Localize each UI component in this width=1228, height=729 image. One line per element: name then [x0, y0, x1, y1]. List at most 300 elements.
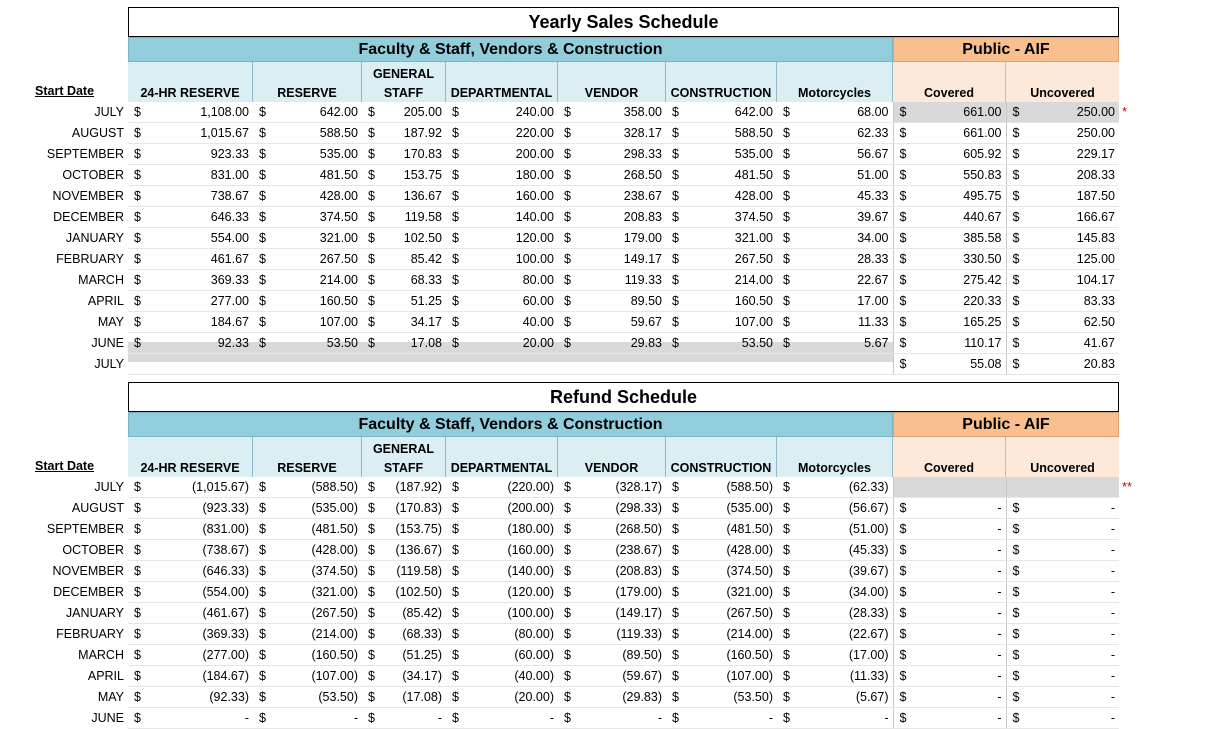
col-header-general-staff: GENERAL STAFF	[362, 62, 446, 102]
value-cell: -	[907, 624, 1006, 645]
value-cell: 119.58	[376, 207, 446, 228]
value-cell: 642.00	[680, 102, 777, 123]
value-cell: (200.00)	[460, 498, 558, 519]
value-cell: 20.83	[1020, 354, 1119, 375]
currency-sign: $	[666, 561, 680, 582]
currency-sign	[1006, 477, 1020, 498]
value-cell: -	[142, 708, 253, 729]
value-cell	[680, 354, 777, 375]
value-cell: 184.67	[142, 312, 253, 333]
sales-footnote-marker: *	[1122, 104, 1128, 119]
value-cell: 104.17	[1020, 270, 1119, 291]
table-row	[20, 249, 1119, 270]
currency-sign: $	[558, 708, 572, 729]
value-cell: (28.33)	[791, 603, 893, 624]
refund-col-header-general-staff: GENERAL STAFF	[362, 437, 446, 477]
value-cell: 923.33	[142, 144, 253, 165]
currency-sign: $	[446, 540, 460, 561]
currency-sign: $	[666, 582, 680, 603]
currency-sign: $	[253, 519, 267, 540]
value-cell: -	[1020, 582, 1119, 603]
table-row	[20, 708, 1119, 729]
currency-sign: $	[362, 228, 376, 249]
table-row	[20, 603, 1119, 624]
month-label: APRIL	[87, 294, 124, 308]
currency-sign: $	[1006, 270, 1020, 291]
table-row	[20, 354, 1119, 375]
month-label: SEPTEMBER	[46, 147, 124, 161]
currency-sign: $	[1006, 666, 1020, 687]
currency-sign: $	[777, 708, 791, 729]
value-cell: -	[1020, 603, 1119, 624]
currency-sign: $	[777, 249, 791, 270]
month-label: FEBRUARY	[56, 252, 124, 266]
col-header-24hr-reserve: 24-HR RESERVE	[128, 62, 253, 102]
currency-sign: $	[128, 561, 142, 582]
currency-sign: $	[1006, 624, 1020, 645]
currency-sign: $	[666, 186, 680, 207]
currency-sign: $	[362, 102, 376, 123]
value-cell: (179.00)	[572, 582, 666, 603]
currency-sign: $	[893, 354, 907, 375]
value-cell: (60.00)	[460, 645, 558, 666]
value-cell: 605.92	[907, 144, 1006, 165]
value-cell: -	[907, 519, 1006, 540]
currency-sign: $	[777, 312, 791, 333]
currency-sign: $	[1006, 540, 1020, 561]
value-cell: 495.75	[907, 186, 1006, 207]
currency-sign: $	[253, 333, 267, 354]
value-cell: (554.00)	[142, 582, 253, 603]
value-cell: (428.00)	[680, 540, 777, 561]
currency-sign: $	[666, 228, 680, 249]
currency-sign: $	[558, 519, 572, 540]
value-cell: (119.58)	[376, 561, 446, 582]
value-cell: (267.50)	[267, 603, 362, 624]
value-cell: (428.00)	[267, 540, 362, 561]
refund-group-faculty-staff: Faculty & Staff, Vendors & Construction	[128, 412, 893, 437]
currency-sign: $	[446, 477, 460, 498]
currency-sign	[777, 354, 791, 375]
currency-sign: $	[777, 123, 791, 144]
table-row	[20, 561, 1119, 582]
currency-sign: $	[558, 165, 572, 186]
currency-sign: $	[253, 645, 267, 666]
value-cell: (160.00)	[460, 540, 558, 561]
value-cell: 53.50	[267, 333, 362, 354]
value-cell: (80.00)	[460, 624, 558, 645]
table-row	[20, 645, 1119, 666]
value-cell: 831.00	[142, 165, 253, 186]
month-label: NOVEMBER	[52, 189, 124, 203]
currency-sign: $	[362, 540, 376, 561]
currency-sign: $	[253, 249, 267, 270]
currency-sign: $	[446, 687, 460, 708]
currency-sign: $	[893, 582, 907, 603]
month-label: JANUARY	[65, 231, 124, 245]
currency-sign: $	[777, 624, 791, 645]
currency-sign: $	[362, 333, 376, 354]
sales-title: Yearly Sales Schedule	[128, 7, 1119, 37]
currency-sign: $	[666, 165, 680, 186]
value-cell: 5.67	[791, 333, 893, 354]
currency-sign: $	[1006, 291, 1020, 312]
refund-table	[20, 477, 1119, 729]
currency-sign: $	[362, 519, 376, 540]
value-cell: -	[1020, 561, 1119, 582]
currency-sign: $	[253, 312, 267, 333]
value-cell: -	[907, 540, 1006, 561]
currency-sign: $	[362, 708, 376, 729]
value-cell: -	[907, 645, 1006, 666]
currency-sign: $	[558, 666, 572, 687]
value-cell: -	[572, 708, 666, 729]
value-cell: 68.00	[791, 102, 893, 123]
value-cell: (22.67)	[791, 624, 893, 645]
currency-sign: $	[893, 249, 907, 270]
value-cell	[572, 354, 666, 375]
currency-sign: $	[1006, 333, 1020, 354]
value-cell: 267.50	[680, 249, 777, 270]
currency-sign: $	[253, 582, 267, 603]
month-label: MARCH	[78, 648, 124, 662]
currency-sign: $	[128, 645, 142, 666]
refund-col-header-vendor: VENDOR	[558, 437, 666, 477]
currency-sign: $	[253, 102, 267, 123]
currency-sign: $	[666, 249, 680, 270]
month-label: NOVEMBER	[52, 564, 124, 578]
currency-sign: $	[128, 228, 142, 249]
currency-sign: $	[666, 477, 680, 498]
value-cell	[267, 354, 362, 375]
value-cell: (646.33)	[142, 561, 253, 582]
value-cell: (214.00)	[680, 624, 777, 645]
value-cell: 214.00	[680, 270, 777, 291]
currency-sign: $	[777, 207, 791, 228]
currency-sign: $	[362, 645, 376, 666]
value-cell: (238.67)	[572, 540, 666, 561]
currency-sign: $	[128, 708, 142, 729]
currency-sign: $	[1006, 312, 1020, 333]
currency-sign: $	[893, 291, 907, 312]
currency-sign: $	[128, 624, 142, 645]
currency-sign: $	[666, 312, 680, 333]
currency-sign: $	[128, 687, 142, 708]
value-cell: -	[1020, 666, 1119, 687]
value-cell	[907, 477, 1006, 498]
value-cell: 374.50	[267, 207, 362, 228]
currency-sign: $	[1006, 165, 1020, 186]
currency-sign: $	[558, 561, 572, 582]
value-cell: (208.83)	[572, 561, 666, 582]
currency-sign: $	[362, 312, 376, 333]
value-cell: (321.00)	[267, 582, 362, 603]
currency-sign: $	[253, 561, 267, 582]
value-cell: 125.00	[1020, 249, 1119, 270]
value-cell: (107.00)	[680, 666, 777, 687]
currency-sign: $	[558, 540, 572, 561]
currency-sign: $	[666, 687, 680, 708]
value-cell: 642.00	[267, 102, 362, 123]
refund-col-header-uncovered: Uncovered	[1030, 461, 1095, 475]
value-cell: 28.33	[791, 249, 893, 270]
currency-sign: $	[1006, 207, 1020, 228]
currency-sign: $	[128, 582, 142, 603]
col-header-departmental: DEPARTMENTAL	[446, 62, 558, 102]
value-cell: 56.67	[791, 144, 893, 165]
table-row	[20, 666, 1119, 687]
value-cell: (140.00)	[460, 561, 558, 582]
currency-sign: $	[446, 519, 460, 540]
refund-col-header-departmental: DEPARTMENTAL	[446, 437, 558, 477]
currency-sign: $	[446, 249, 460, 270]
currency-sign: $	[558, 291, 572, 312]
value-cell: 136.67	[376, 186, 446, 207]
value-cell: 1,108.00	[142, 102, 253, 123]
currency-sign: $	[558, 687, 572, 708]
currency-sign: $	[446, 291, 460, 312]
currency-sign: $	[446, 333, 460, 354]
col-header-covered: Covered	[893, 62, 1006, 102]
value-cell: -	[1020, 540, 1119, 561]
currency-sign: $	[893, 645, 907, 666]
currency-sign: $	[362, 249, 376, 270]
currency-sign: $	[362, 291, 376, 312]
month-label: SEPTEMBER	[46, 522, 124, 536]
table-row	[20, 291, 1119, 312]
refund-title: Refund Schedule	[128, 382, 1119, 412]
currency-sign: $	[1006, 354, 1020, 375]
refund-group-public-aif: Public - AIF	[893, 412, 1119, 437]
value-cell: (267.50)	[680, 603, 777, 624]
currency-sign: $	[558, 333, 572, 354]
value-cell: 321.00	[267, 228, 362, 249]
table-row	[20, 144, 1119, 165]
currency-sign: $	[777, 477, 791, 498]
currency-sign: $	[1006, 645, 1020, 666]
currency-sign	[446, 354, 460, 375]
table-row	[20, 519, 1119, 540]
month-label: MARCH	[78, 273, 124, 287]
month-label: AUGUST	[71, 126, 124, 140]
currency-sign: $	[128, 123, 142, 144]
currency-sign: $	[128, 333, 142, 354]
value-cell: 661.00	[907, 123, 1006, 144]
currency-sign: $	[253, 207, 267, 228]
value-cell: -	[907, 561, 1006, 582]
currency-sign: $	[362, 582, 376, 603]
currency-sign: $	[362, 561, 376, 582]
value-cell	[460, 354, 558, 375]
value-cell: 160.00	[460, 186, 558, 207]
currency-sign: $	[777, 582, 791, 603]
currency-sign: $	[1006, 519, 1020, 540]
currency-sign: $	[253, 687, 267, 708]
value-cell: 80.00	[460, 270, 558, 291]
value-cell: (187.92)	[376, 477, 446, 498]
value-cell: 321.00	[680, 228, 777, 249]
table-row	[20, 498, 1119, 519]
currency-sign: $	[446, 312, 460, 333]
currency-sign: $	[558, 582, 572, 603]
currency-sign: $	[253, 186, 267, 207]
currency-sign: $	[128, 477, 142, 498]
currency-sign: $	[893, 270, 907, 291]
value-cell: 374.50	[680, 207, 777, 228]
currency-sign: $	[446, 666, 460, 687]
value-cell: (29.83)	[572, 687, 666, 708]
col-header-reserve: RESERVE	[253, 62, 362, 102]
currency-sign: $	[666, 519, 680, 540]
currency-sign: $	[128, 186, 142, 207]
value-cell: -	[907, 603, 1006, 624]
currency-sign: $	[558, 228, 572, 249]
value-cell: (53.50)	[267, 687, 362, 708]
sales-start-date-label: Start Date	[35, 84, 95, 98]
currency-sign: $	[777, 561, 791, 582]
currency-sign: $	[253, 477, 267, 498]
currency-sign: $	[666, 333, 680, 354]
table-row	[20, 312, 1119, 333]
currency-sign: $	[893, 561, 907, 582]
table-row	[20, 207, 1119, 228]
currency-sign: $	[893, 102, 907, 123]
currency-sign: $	[446, 144, 460, 165]
value-cell: 83.33	[1020, 291, 1119, 312]
currency-sign: $	[666, 270, 680, 291]
currency-sign: $	[446, 186, 460, 207]
currency-sign: $	[362, 186, 376, 207]
value-cell: 238.67	[572, 186, 666, 207]
value-cell: 268.50	[572, 165, 666, 186]
value-cell: 267.50	[267, 249, 362, 270]
value-cell: 102.50	[376, 228, 446, 249]
currency-sign: $	[128, 603, 142, 624]
value-cell: (374.50)	[267, 561, 362, 582]
value-cell: (220.00)	[460, 477, 558, 498]
currency-sign: $	[253, 603, 267, 624]
table-row	[20, 477, 1119, 498]
value-cell: 45.33	[791, 186, 893, 207]
currency-sign: $	[666, 708, 680, 729]
currency-sign: $	[253, 165, 267, 186]
value-cell: (34.00)	[791, 582, 893, 603]
currency-sign: $	[893, 228, 907, 249]
value-cell: (184.67)	[142, 666, 253, 687]
currency-sign: $	[253, 291, 267, 312]
month-label: FEBRUARY	[56, 627, 124, 641]
currency-sign: $	[558, 249, 572, 270]
currency-sign: $	[666, 666, 680, 687]
table-row	[20, 186, 1119, 207]
currency-sign: $	[128, 666, 142, 687]
currency-sign	[558, 354, 572, 375]
currency-sign: $	[446, 708, 460, 729]
currency-sign: $	[128, 498, 142, 519]
currency-sign: $	[1006, 186, 1020, 207]
currency-sign: $	[893, 624, 907, 645]
currency-sign: $	[893, 144, 907, 165]
value-cell: (1,015.67)	[142, 477, 253, 498]
value-cell: (268.50)	[572, 519, 666, 540]
currency-sign: $	[1006, 603, 1020, 624]
month-label: MAY	[97, 690, 124, 704]
table-row	[20, 624, 1119, 645]
currency-sign: $	[777, 498, 791, 519]
currency-sign: $	[253, 498, 267, 519]
currency-sign: $	[446, 228, 460, 249]
value-cell: 229.17	[1020, 144, 1119, 165]
currency-sign: $	[128, 519, 142, 540]
currency-sign: $	[362, 687, 376, 708]
currency-sign: $	[558, 645, 572, 666]
value-cell: 160.50	[267, 291, 362, 312]
value-cell: 180.00	[460, 165, 558, 186]
value-cell: (481.50)	[680, 519, 777, 540]
currency-sign	[253, 354, 267, 375]
value-cell: 153.75	[376, 165, 446, 186]
value-cell: 550.83	[907, 165, 1006, 186]
value-cell: 62.50	[1020, 312, 1119, 333]
table-row	[20, 687, 1119, 708]
value-cell: (120.00)	[460, 582, 558, 603]
sales-group-faculty-staff: Faculty & Staff, Vendors & Construction	[128, 37, 893, 62]
value-cell: 53.50	[680, 333, 777, 354]
value-cell: 51.00	[791, 165, 893, 186]
currency-sign: $	[666, 540, 680, 561]
currency-sign: $	[362, 165, 376, 186]
currency-sign: $	[558, 270, 572, 291]
currency-sign: $	[446, 102, 460, 123]
currency-sign: $	[362, 477, 376, 498]
value-cell: 60.00	[460, 291, 558, 312]
currency-sign: $	[777, 540, 791, 561]
currency-sign: $	[253, 540, 267, 561]
value-cell: 92.33	[142, 333, 253, 354]
currency-sign: $	[893, 519, 907, 540]
value-cell: (34.17)	[376, 666, 446, 687]
value-cell: 20.00	[460, 333, 558, 354]
table-row	[20, 102, 1119, 123]
currency-sign: $	[666, 603, 680, 624]
value-cell: -	[376, 708, 446, 729]
currency-sign: $	[446, 645, 460, 666]
currency-sign: $	[362, 270, 376, 291]
col-header-construction: CONSTRUCTION	[666, 62, 777, 102]
value-cell: (298.33)	[572, 498, 666, 519]
value-cell: 119.33	[572, 270, 666, 291]
month-label: OCTOBER	[62, 543, 124, 557]
value-cell: (136.67)	[376, 540, 446, 561]
value-cell: 481.50	[267, 165, 362, 186]
value-cell: 41.67	[1020, 333, 1119, 354]
value-cell	[791, 354, 893, 375]
currency-sign: $	[1006, 102, 1020, 123]
value-cell: (149.17)	[572, 603, 666, 624]
currency-sign: $	[1006, 249, 1020, 270]
value-cell: 428.00	[267, 186, 362, 207]
value-cell: 440.67	[907, 207, 1006, 228]
currency-sign: $	[777, 291, 791, 312]
value-cell: -	[1020, 624, 1119, 645]
value-cell: 160.50	[680, 291, 777, 312]
refund-start-date-label: Start Date	[35, 459, 95, 473]
value-cell: (214.00)	[267, 624, 362, 645]
refund-col-header-motorcycles: Motorcycles	[777, 437, 893, 477]
value-cell: 179.00	[572, 228, 666, 249]
value-cell: 40.00	[460, 312, 558, 333]
value-cell: -	[1020, 687, 1119, 708]
